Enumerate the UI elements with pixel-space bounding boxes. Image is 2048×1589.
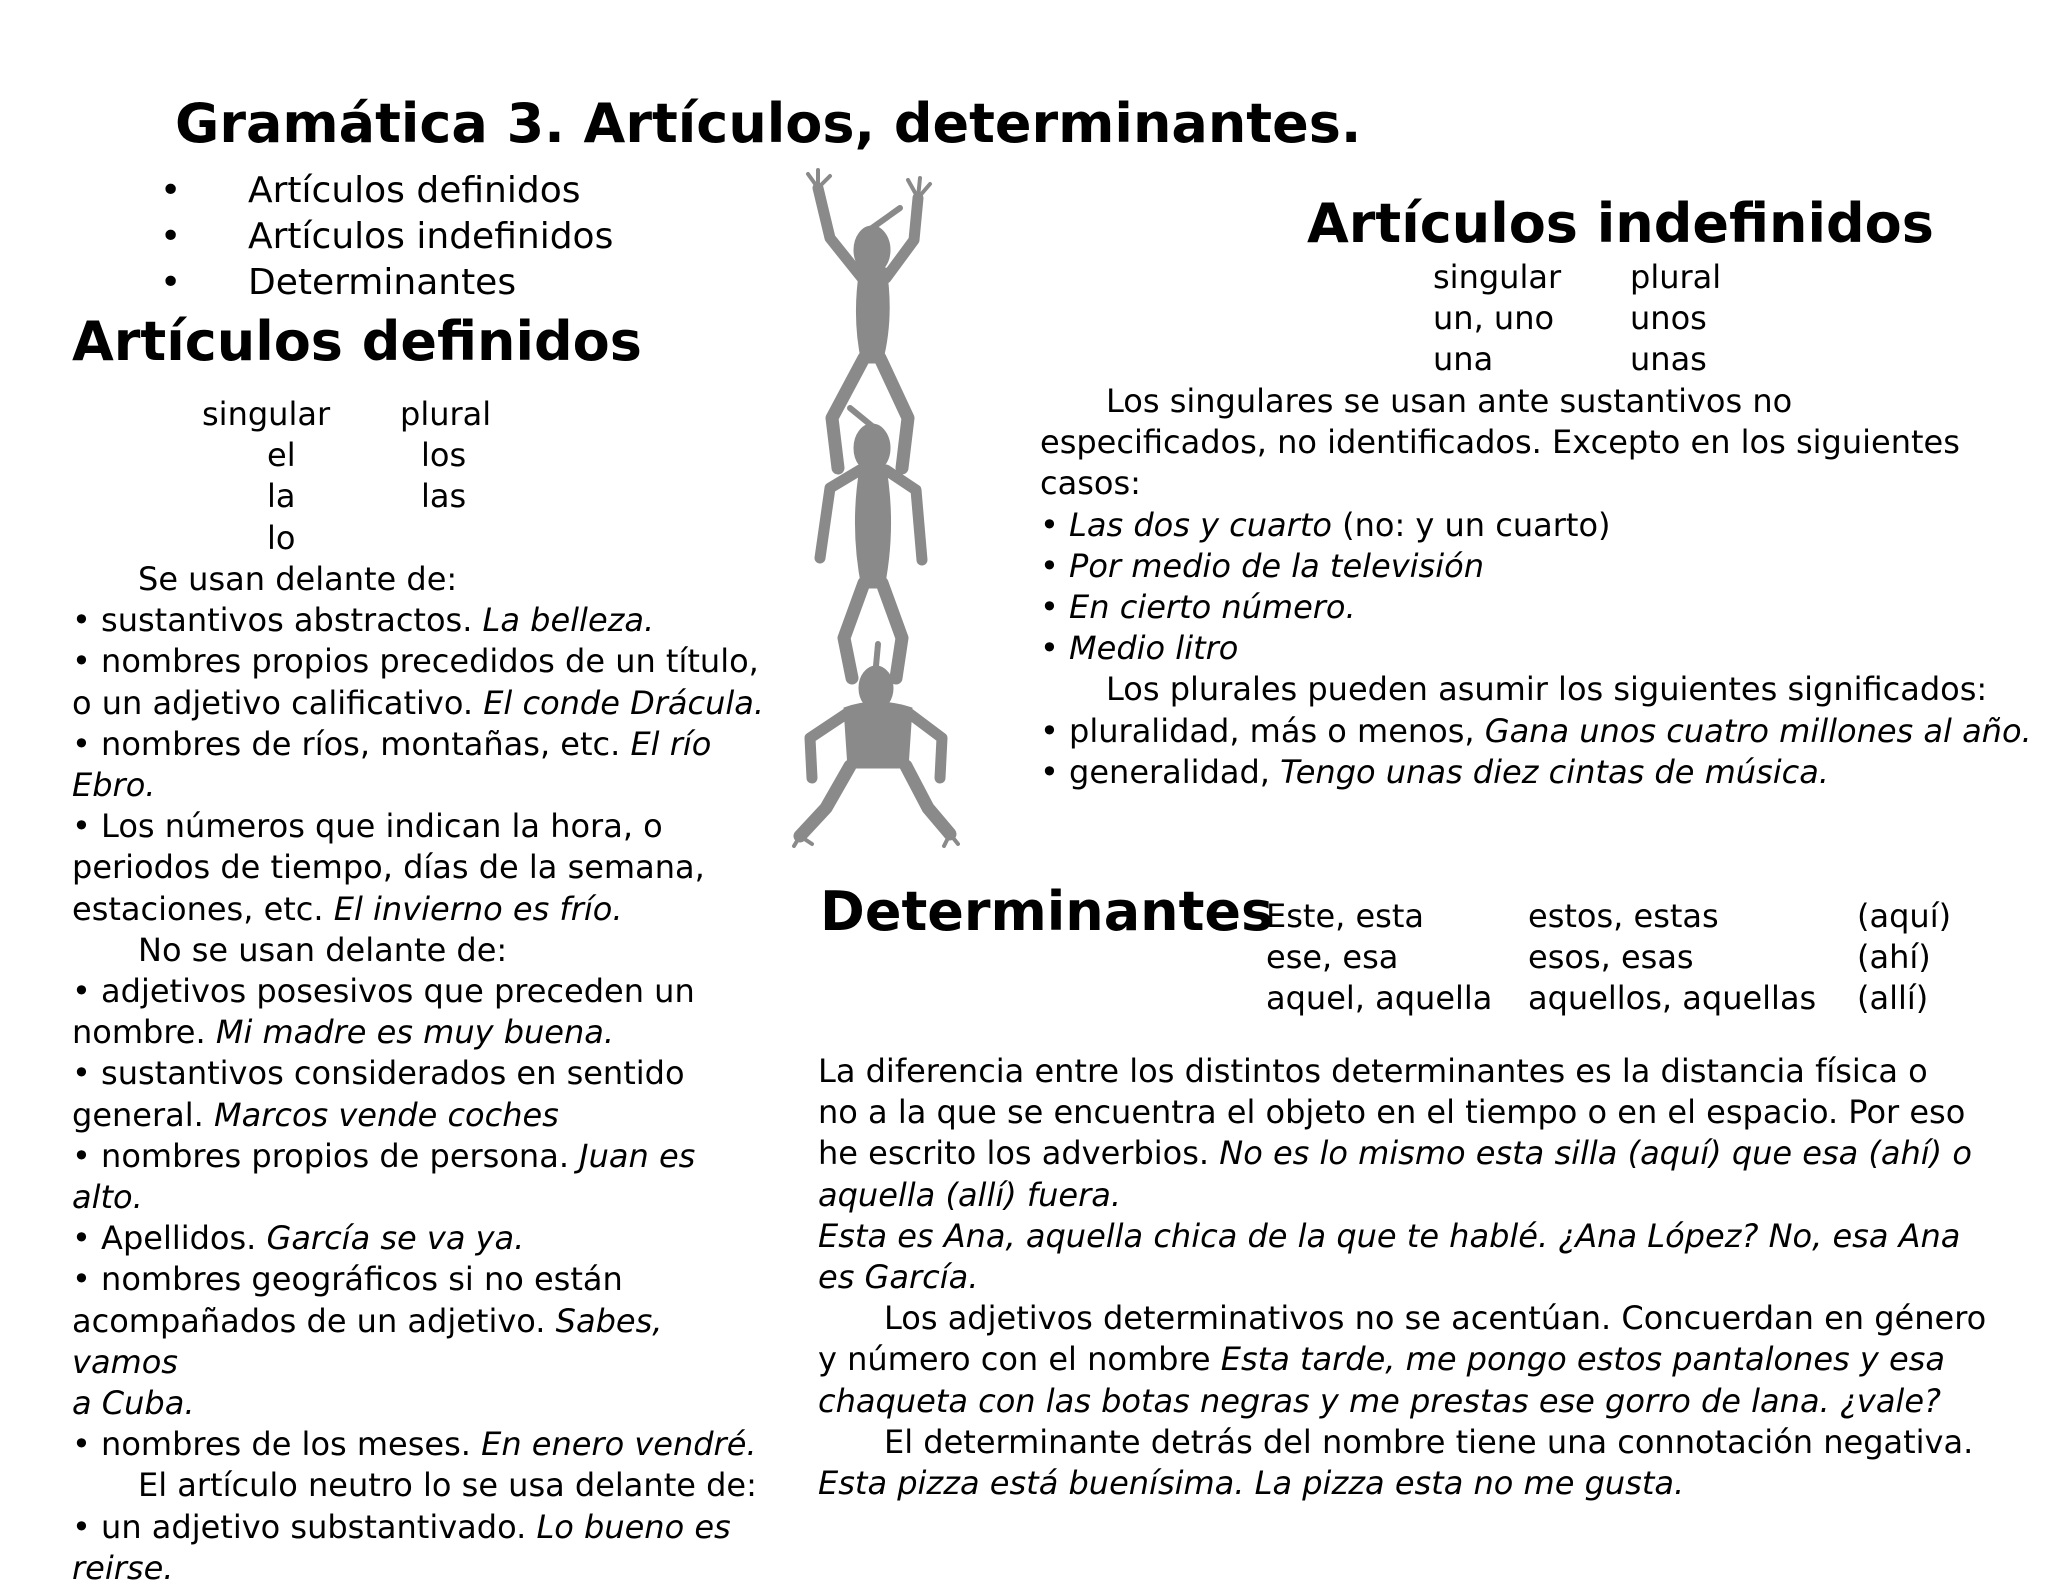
singular-form: una (1433, 340, 1494, 379)
text-line: acompañados de un adjetivo. Sabes, vamos (72, 1301, 663, 1381)
mid-form: ese, esa (1266, 938, 1399, 977)
plain-text: El determinante detrás del nombre tiene una connotación negativa. (884, 1422, 1974, 1461)
near-form: Este, esta (1266, 897, 1424, 935)
singular-form: lo (267, 518, 296, 557)
text-line (1040, 628, 2040, 669)
example-text: Marcos vende coches (213, 1095, 559, 1134)
definidos-text (72, 559, 772, 1589)
plural-form: las (421, 477, 467, 516)
example-text: Por medio de la televisión (1069, 546, 1484, 585)
example-text: No es lo mismo esta silla (aquí) que esa (ahí) o (1219, 1134, 1972, 1173)
text-line (818, 1339, 2018, 1380)
example-text: Las dos y cuarto (1069, 505, 1332, 544)
text-line: nombre. Mi madre es muy buena. (72, 1013, 615, 1052)
text-line (72, 1548, 772, 1589)
plain-text: (no: y un cuarto) (1331, 505, 1611, 544)
example-text: reirse. (72, 1548, 174, 1587)
toc-item: • Determinantes (160, 262, 517, 303)
example-text: es García. (818, 1258, 979, 1297)
example-text: Esta tarde, me pongo estos pantalones y esa (1220, 1340, 1945, 1379)
singular-label: singular (202, 395, 331, 433)
indefinidos-heading: Artículos indefinidos (1307, 192, 1934, 255)
text-line (818, 1051, 2018, 1092)
stacked-figures-icon (790, 168, 960, 848)
near-plural-form: estos, estas (1528, 897, 1719, 935)
adverb: (allí) (1857, 979, 1929, 1018)
far-plural-form: aquellos, aquellas (1528, 979, 1817, 1018)
text-line: o un adjetivo calificativo. El conde Drácula. (72, 683, 765, 722)
example-text: García se va ya. (266, 1219, 525, 1258)
example-text: Medio litro (1069, 629, 1239, 668)
text-line: • adjetivos posesivos que preceden un (72, 972, 695, 1011)
plain-text: casos: (1040, 464, 1141, 503)
example-text: Esta es Ana, aquella chica de la que te hablé. ¿Ana López? No, esa Ana (818, 1216, 1961, 1255)
text-line: El artículo neutro lo se usa delante de: (138, 1466, 757, 1505)
plain-text: • (1040, 629, 1070, 668)
mid-plural-form: esos, esas (1528, 938, 1694, 977)
text-line (818, 1216, 2018, 1257)
singular-label: singular (1433, 258, 1562, 296)
text-line (72, 1383, 772, 1424)
text-line (1040, 669, 2040, 710)
text-line: • nombres propios precedidos de un título, (72, 642, 759, 681)
example-text: Lo bueno es (536, 1507, 731, 1546)
plain-text: • (1040, 546, 1070, 585)
adverb: (ahí) (1857, 938, 1931, 977)
text-line: Se usan delante de: (138, 560, 458, 598)
text-line (818, 1298, 2018, 1339)
plural-label: plural (400, 395, 492, 433)
definidos-heading: Artículos definidos (72, 310, 642, 373)
plural-form: los (421, 436, 467, 475)
text-line (818, 1422, 2018, 1463)
example-text: Ebro. (72, 766, 156, 805)
determinantes-text (818, 1051, 2018, 1504)
text-line: • nombres de ríos, montañas, etc. El río (72, 724, 712, 763)
plain-text: no a la que se encuentra el objeto en el tiempo o en el espacio. Por eso (818, 1093, 1966, 1132)
plain-text: especificados, no identificados. Excepto en los siguientes (1040, 423, 1960, 462)
example-text: Gana unos cuatro millones al año. (1484, 711, 2032, 750)
example-text: Esta pizza está buenísima. La pizza esta no me gusta. (818, 1464, 1685, 1503)
text-line: • un adjetivo substantivado. Lo bueno es (72, 1507, 731, 1546)
text-line (1040, 546, 2040, 587)
text-line: • sustantivos abstractos. La belleza. (72, 601, 655, 640)
plain-text: • (1040, 505, 1070, 544)
example-text: Sabes, vamos (72, 1301, 663, 1381)
plain-text: Los adjetivos determinativos no se acentúan. Concuerdan en género (884, 1299, 1987, 1338)
example-text: En cierto número. (1069, 588, 1356, 627)
example-text: El invierno es frío. (333, 889, 623, 928)
example-text: Juan es alto. (72, 1136, 696, 1217)
example-text: Mi madre es muy buena. (215, 1013, 615, 1052)
text-line (1040, 752, 2040, 793)
text-line: general. Marcos vende coches (72, 1095, 559, 1134)
plain-text: • generalidad, (1040, 752, 1281, 791)
text-line (818, 1092, 2018, 1133)
text-line (1040, 381, 2040, 422)
text-line (1040, 587, 2040, 628)
example-text: El conde Drácula. (483, 683, 765, 722)
text-line (1040, 422, 2040, 463)
plain-text: • pluralidad, más o menos, (1040, 711, 1485, 750)
text-line (1040, 505, 2040, 546)
text-line (818, 1381, 2018, 1422)
text-line (818, 1463, 2018, 1504)
singular-form: la (267, 477, 296, 516)
plain-text: La diferencia entre los distintos determinantes es la distancia física o (818, 1052, 1928, 1090)
text-line: • nombres geográficos si no están (72, 1260, 623, 1299)
plural-form: unos (1630, 299, 1707, 338)
text-line: • nombres de los meses. En enero vendré. (72, 1425, 757, 1464)
plural-label: plural (1630, 258, 1722, 296)
toc-list (150, 168, 613, 306)
page-title: Gramática 3. Artículos, determinantes. (175, 92, 1362, 155)
determinantes-heading: Determinantes (820, 880, 1274, 943)
plural-form: unas (1630, 340, 1707, 379)
text-line: periodos de tiempo, días de la semana, (72, 848, 705, 887)
text-line: • Los números que indican la hora, o (72, 807, 663, 846)
indefinidos-text (1040, 381, 2040, 793)
example-text: El río (630, 724, 712, 763)
text-line: • Apellidos. García se va ya. (72, 1219, 525, 1258)
example-text: aquella (allí) fuera. (818, 1175, 1122, 1214)
example-text: Tengo unas diez cintas de música. (1280, 752, 1829, 791)
toc-item: • Artículos definidos (160, 170, 581, 211)
text-line: • sustantivos considerados en sentido (72, 1054, 685, 1093)
plain-text: Los singulares se usan ante sustantivos no (1106, 382, 1793, 420)
plain-text: Los plurales pueden asumir los siguientes significados: (1106, 670, 1988, 709)
text-line: No se usan delante de: (138, 930, 508, 969)
example-text: La belleza. (482, 601, 655, 640)
text-line (1040, 463, 2040, 504)
text-line: • nombres propios de persona. Juan es alto. (72, 1136, 696, 1217)
text-line (72, 765, 772, 806)
indefinidos-table (1433, 257, 1721, 381)
example-text: En enero vendré. (481, 1425, 757, 1464)
plain-text: • (1040, 588, 1070, 627)
plain-text: he escrito los adverbios. (818, 1134, 1220, 1173)
determinantes-table (1266, 896, 1951, 1020)
example-text: a Cuba. (72, 1384, 195, 1423)
text-line (1040, 711, 2040, 752)
text-line: estaciones, etc. El invierno es frío. (72, 889, 623, 928)
singular-form: el (267, 436, 296, 475)
singular-form: un, uno (1433, 299, 1555, 338)
toc-item: • Artículos indefinidos (160, 216, 614, 257)
text-line (818, 1175, 2018, 1216)
text-line (818, 1133, 2018, 1174)
definidos-table (202, 394, 491, 559)
plain-text: y número con el nombre (818, 1340, 1221, 1379)
text-line (818, 1257, 2018, 1298)
example-text: chaqueta con las botas negras y me prestas ese gorro de lana. ¿vale? (818, 1381, 1941, 1420)
adverb: (aquí) (1857, 897, 1952, 935)
far-form: aquel, aquella (1266, 979, 1493, 1018)
